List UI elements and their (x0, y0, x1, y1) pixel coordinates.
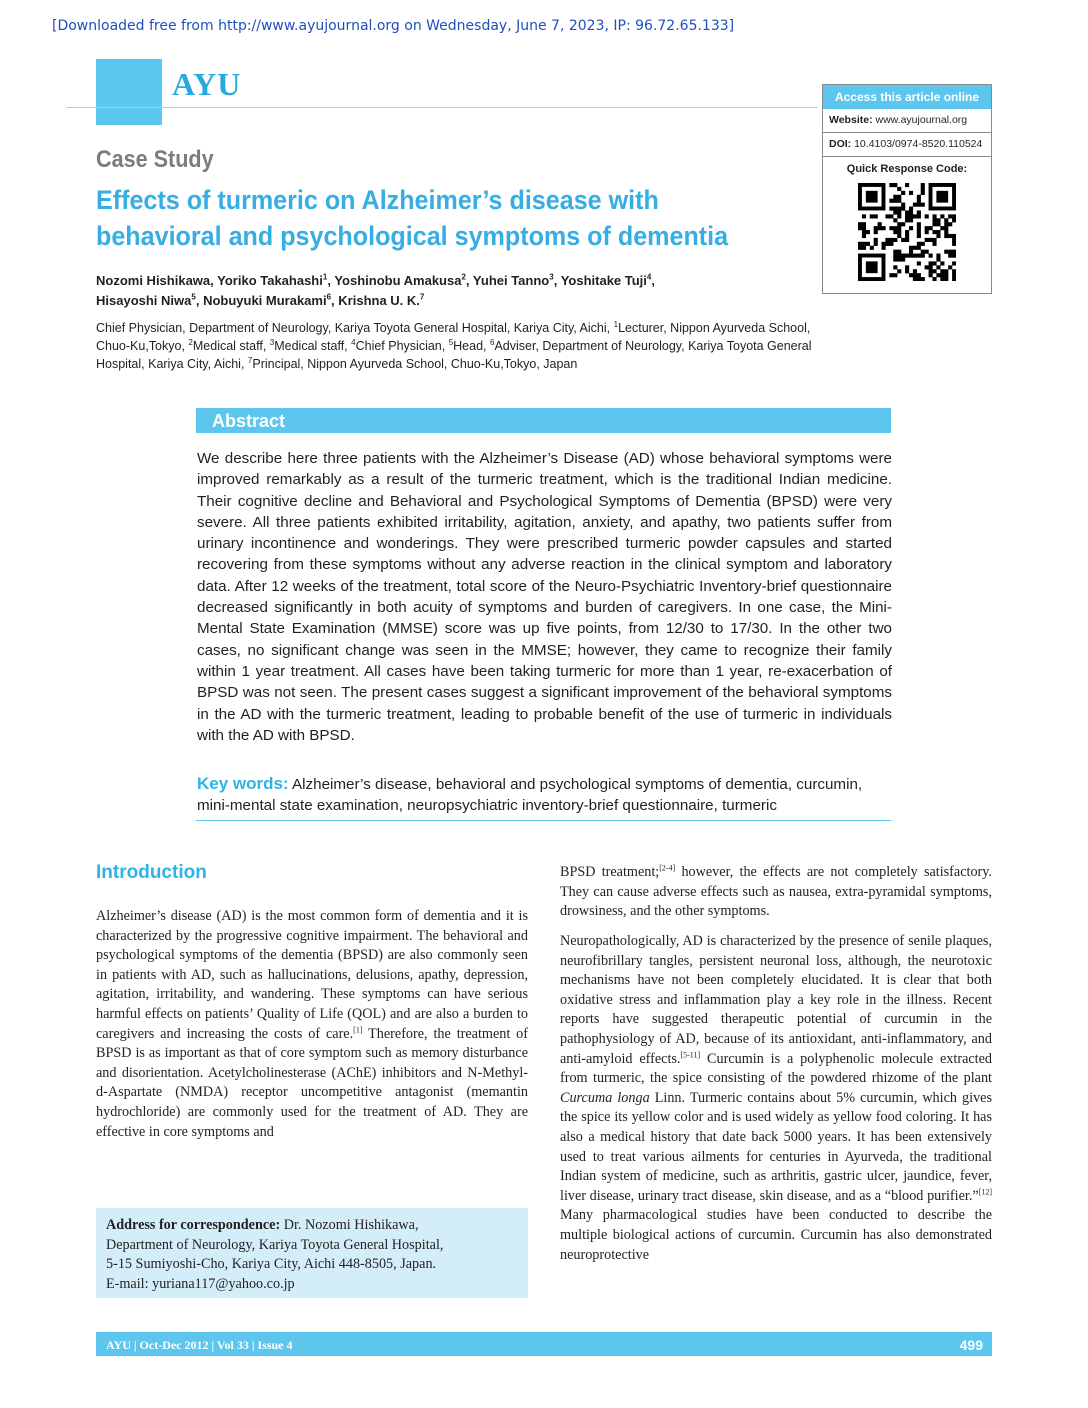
affiliation-mark: 3 (269, 337, 275, 347)
affiliation-mark: 4 (351, 337, 356, 347)
author-affiliation-mark: 7 (419, 292, 425, 302)
correspondence-label: Address for correspondence: (106, 1217, 281, 1233)
keywords (197, 773, 892, 817)
qr-code-icon (858, 183, 956, 281)
author-name: Yoshitake Tuji (560, 273, 647, 288)
intro-paragraph-1-cont (560, 863, 992, 922)
affiliation-mark: 5 (448, 337, 454, 347)
correspondence-text (106, 1216, 518, 1294)
author-list: Nozomi Hishikawa, Yoriko Takahashi$^1$, Yoshinobu Amakusa$^2$, Yuhei Tanno$^3$, Yoshitake Tuji$^4$, Hisayoshi Niwa$^5$, Nobuyuki Murakami$^6$, Krishna U. K.$^7$ (96, 272, 655, 308)
paragraph-text: BPSD treatment; (560, 864, 660, 880)
affiliation-text: Principal, Nippon Ayurveda School, Chuo-Ku,Tokyo, Japan (252, 357, 578, 371)
right-column (560, 932, 992, 1265)
download-banner: [Downloaded free from http://www.ayujournal.org on Wednesday, June 7, 2023, IP: 96.72.65.133] (52, 18, 735, 34)
author-name: Nozomi Hishikawa (96, 273, 211, 288)
website-label: Website: (829, 114, 873, 126)
intro-paragraph-1 (96, 907, 528, 1142)
author-affiliation-mark: 6 (326, 292, 332, 302)
correspondence-line: Dr. Nozomi Hishikawa, (280, 1217, 419, 1233)
abstract-heading: Abstract (212, 411, 286, 431)
page-number: 499 (959, 1337, 983, 1353)
citation[interactable]: [12] (978, 1186, 992, 1196)
author-affiliation-mark: 2 (461, 272, 466, 282)
introduction-heading: Introduction (96, 862, 207, 883)
qr-label: Quick Response Code: (846, 163, 968, 175)
species-name: Curcuma longa (560, 1089, 650, 1106)
citation[interactable]: [2-4] (659, 863, 676, 873)
affiliation-text: Medical staff, (274, 339, 348, 353)
paragraph-text: Neuropathologically, AD is characterized by the presence of senile plaques, neurofibrillary tangles, persistent neuronal loss, although, the neurotoxic mechanisms have not been completely elucidated. It is clear that both oxidative stress and inflammation play a key role in the illness. Recent reports have suggested therapeutic potential of curcumin in the pathophysiology of AD, because of its antioxidant, anti-inflammatory, and anti-amyloid effects. (560, 933, 992, 1067)
affiliation-list (96, 319, 831, 373)
access-box-heading: Access this article online (823, 85, 991, 109)
article-type: Case Study (96, 146, 214, 173)
author-affiliation-mark: 1 (322, 272, 328, 282)
author-name: Yoshinobu Amakusa (334, 273, 462, 288)
affiliation-text: Adviser, Department of Neurology, Kariya Toyota General Hospital, Kariya City, Aichi, (96, 339, 812, 371)
affiliation-text: Chief Physician, Department of Neurology, Kariya Toyota General Hospital, Kariya City, Aichi, (96, 321, 611, 335)
correspondence-line: 5-15 Sumiyoshi-Cho, Kariya City, Aichi 448-8505, Japan. (106, 1256, 437, 1273)
doi-value: 10.4103/0974-8520.110524 (854, 138, 983, 150)
affiliation-mark: 1 (613, 319, 619, 329)
paragraph-text: Linn. Turmeric contains about 5% curcumin, which gives the spice its yellow color and is used widely as yellow food coloring. It has also a medical history that date back 5000 years. It has been extensively used to treat various ailments for centuries in Ayurveda, the traditional Indian system of medicine, such as arthritis, gastric ulcer, jaundice, fever, liver disease, urinary tract disease, skin disease, and as a “blood purifier.” (560, 1089, 992, 1204)
author-name: Yoriko Takahashi (217, 273, 323, 288)
correspondence-line: Department of Neurology, Kariya Toyota General Hospital, (106, 1236, 444, 1253)
affiliation-mark: 7 (247, 355, 253, 365)
author-affiliation-mark: 5 (191, 292, 196, 302)
keywords-label: Key words: (197, 774, 289, 793)
author-name: Hisayoshi Niwa (96, 293, 192, 308)
affiliation-text: Chief Physician, (355, 339, 446, 353)
abstract-heading-bar (196, 408, 891, 433)
website-link[interactable]: www.ayujournal.org (875, 114, 968, 126)
article-title: Effects of turmeric on Alzheimer’s disease with behavioral and psychological symptoms of dementia (96, 185, 729, 251)
doi-label: DOI: (829, 138, 852, 150)
affiliation-text: Head, (453, 339, 487, 353)
author-name: Krishna U. K. (338, 293, 420, 308)
left-column (96, 907, 528, 1142)
affiliation-mark: 6 (490, 337, 495, 347)
abstract-body: We describe here three patients with the Alzheimer’s Disease (AD) whose behavioral symptoms were improved remarkably as a result of the turmeric treatment, which is the traditional Indian medicine. Their cognitive decline and Behavioral and Psychological Symptoms of Dementia (BPSD) were very severe. All three patients exhibited irritability, agitation, anxiety, and apathy, two patients suffer from urinary incontinence and wonderings. They were prescribed turmeric powder capsules and started recovering from these symptoms without any adverse reaction in the clinical symptom and laboratory data. After 12 weeks of the treatment, total score of the Neuro-Psychiatric Inventory-brief questionnaire decreased significantly in both acuity of symptoms and burden of caregivers. In one case, the Mini-Mental State Examination (MMSE) score was up five points, from 12/30 to 17/30. In the other two cases, no significant change was seen in the MMSE; however, they came to recognize their family within 1 year treatment. All cases have been taking turmeric for more than 1 year, re-exacerbation of BPSD was not seen. The present cases suggest a significant improvement of the behavioral symptoms in the AD with the turmeric treatment, leading to probable benefit of the use of turmeric in individuals with the AD with BPSD. (197, 450, 892, 744)
intro-paragraph-2 (560, 932, 992, 1265)
access-online-box (822, 84, 992, 294)
affiliation-text: Lecturer, Nippon Ayurveda School, Chuo-Ku,Tokyo, (96, 321, 811, 353)
paragraph-text: Therefore, the treatment of BPSD is as important as that of core symptom such as memory disturbance and disorientation. Acetylcholinesterase (AChE) inhibitors and N-Methyl-d-Aspartate (NMDA) receptor uncompetitive antagonist (memantin hydrochloride) are commonly used for the treatment of AD. They are effective in core symptoms and (96, 1025, 529, 1140)
affiliation-text: Medical staff, (192, 339, 267, 353)
correspondence-email[interactable]: E-mail: yuriana117@yahoo.co.jp (106, 1275, 295, 1292)
keywords-text: Alzheimer’s disease, behavioral and psychological symptoms of dementia, curcumin, mini-mental state examination, neuropsychiatric inventory-brief questionnaire, turmeric (197, 776, 863, 815)
author-name: Nobuyuki Murakami (203, 293, 327, 308)
paragraph-text: Curcumin is a polyphenolic molecule extracted from turmeric, the spice consisting of the powdered rhizome of the plant (560, 1050, 992, 1087)
paragraph-text: Many pharmacological studies have been conducted to describe the multiple biological actions of curcumin. Curcumin has also demonstrated neuroprotective (560, 1207, 992, 1263)
citation[interactable]: [1] (353, 1024, 363, 1034)
author-affiliation-mark: 4 (646, 272, 652, 282)
citation[interactable]: [5-11] (680, 1049, 701, 1059)
abstract-rule (196, 820, 891, 821)
website-row (823, 109, 991, 133)
author-name: Yuhei Tanno (472, 273, 550, 288)
doi-row (823, 133, 991, 157)
affiliation-mark: 2 (188, 337, 193, 347)
paragraph-text: Alzheimer’s disease (AD) is the most common form of dementia and it is characterized by the progressive cognitive impairment. The behavioral and psychological symptoms of the dementia (BPSD) are also commonly seen in patients with AD, such as hallucinations, delusions, apathy, depression, agitation, irritability, and wandering. These symptoms can have serious harmful effects on patients’ Quality of Life (QOL) and are also a burden to caregivers and increasing the costs of care. (96, 908, 528, 1042)
journal-name: AYU (172, 66, 242, 102)
author-affiliation-mark: 3 (549, 272, 554, 282)
footer-citation: AYU | Oct-Dec 2012 | Vol 33 | Issue 4 (106, 1338, 293, 1352)
right-column-continuation (560, 863, 992, 922)
paragraph-text: however, the effects are not completely satisfactory. They can cause adverse effects such as nausea, extra-pyramidal symptoms, drowsiness, and the other symptoms. (560, 864, 992, 920)
header-rule (66, 107, 818, 108)
journal-logo-block (96, 59, 162, 125)
